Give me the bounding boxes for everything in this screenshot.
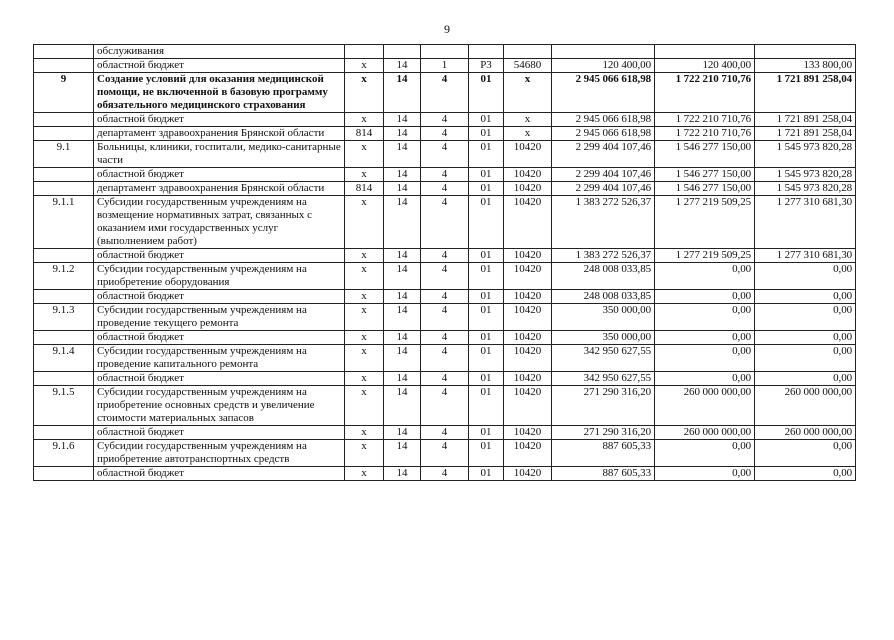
row-name-cell: департамент здравоохранения Брянской области [94, 127, 345, 141]
amount-year3-cell: 1 721 891 258,04 [755, 73, 856, 113]
code-section-cell: 14 [384, 426, 421, 440]
code-program-cell: 01 [469, 345, 504, 372]
amount-year1-cell: 120 400,00 [552, 59, 655, 73]
code-program-cell: Р3 [469, 59, 504, 73]
code-admin-cell [345, 45, 384, 59]
amount-year2-cell: 1 546 277 150,00 [655, 168, 755, 182]
code-admin-cell: х [345, 345, 384, 372]
code-admin-cell: х [345, 426, 384, 440]
code-subsection-cell: 4 [421, 467, 469, 481]
code-admin-cell: х [345, 73, 384, 113]
row-name-cell: Создание условий для оказания медицинской помощи, не включенной в базовую программу обязательного медицинского страхования [94, 73, 345, 113]
code-direction-cell: 10420 [504, 304, 552, 331]
code-program-cell: 01 [469, 249, 504, 263]
amount-year2-cell: 0,00 [655, 263, 755, 290]
amount-year2-cell: 1 546 277 150,00 [655, 141, 755, 168]
table-row [34, 331, 856, 345]
budget-table [33, 44, 856, 481]
table-row [34, 467, 856, 481]
amount-year2-cell: 1 722 210 710,76 [655, 127, 755, 141]
code-subsection-cell: 4 [421, 113, 469, 127]
code-program-cell: 01 [469, 263, 504, 290]
code-section-cell: 14 [384, 372, 421, 386]
amount-year1-cell: 2 945 066 618,98 [552, 73, 655, 113]
code-subsection-cell: 1 [421, 59, 469, 73]
row-name-cell: Субсидии государственным учреждениям на приобретение оборудования [94, 263, 345, 290]
amount-year3-cell: 260 000 000,00 [755, 386, 856, 426]
row-name-cell: областной бюджет [94, 168, 345, 182]
code-direction-cell: 10420 [504, 263, 552, 290]
table-row [34, 345, 856, 372]
code-section-cell: 14 [384, 168, 421, 182]
code-admin-cell: х [345, 113, 384, 127]
table-row [34, 141, 856, 168]
code-direction-cell: 10420 [504, 440, 552, 467]
amount-year1-cell: 2 945 066 618,98 [552, 127, 655, 141]
row-name-cell: областной бюджет [94, 249, 345, 263]
amount-year3-cell: 1 721 891 258,04 [755, 127, 856, 141]
code-admin-cell: х [345, 290, 384, 304]
amount-year2-cell: 0,00 [655, 440, 755, 467]
row-name-cell: департамент здравоохранения Брянской области [94, 182, 345, 196]
row-name-cell: Субсидии государственным учреждениям на приобретение основных средств и увеличение стоимости материальных запасов [94, 386, 345, 426]
code-direction-cell: 10420 [504, 467, 552, 481]
amount-year1-cell: 1 383 272 526,37 [552, 249, 655, 263]
code-subsection-cell: 4 [421, 426, 469, 440]
code-subsection-cell: 4 [421, 263, 469, 290]
row-number-cell: 9 [34, 73, 94, 113]
code-subsection-cell: 4 [421, 182, 469, 196]
amount-year1-cell: 248 008 033,85 [552, 290, 655, 304]
code-admin-cell: х [345, 249, 384, 263]
code-admin-cell: 814 [345, 127, 384, 141]
code-admin-cell: х [345, 467, 384, 481]
amount-year2-cell [655, 45, 755, 59]
code-section-cell: 14 [384, 196, 421, 249]
amount-year2-cell: 1 722 210 710,76 [655, 113, 755, 127]
code-section-cell: 14 [384, 290, 421, 304]
code-subsection-cell: 4 [421, 249, 469, 263]
amount-year1-cell: 2 299 404 107,46 [552, 141, 655, 168]
code-direction-cell: 10420 [504, 345, 552, 372]
code-direction-cell: х [504, 73, 552, 113]
row-number-cell [34, 45, 94, 59]
table-row [34, 168, 856, 182]
code-direction-cell: 10420 [504, 331, 552, 345]
amount-year3-cell: 1 277 310 681,30 [755, 196, 856, 249]
code-direction-cell: 10420 [504, 168, 552, 182]
amount-year3-cell: 0,00 [755, 467, 856, 481]
code-section-cell: 14 [384, 73, 421, 113]
amount-year3-cell: 1 721 891 258,04 [755, 113, 856, 127]
row-number-cell [34, 290, 94, 304]
amount-year3-cell: 1 545 973 820,28 [755, 141, 856, 168]
code-admin-cell: х [345, 59, 384, 73]
row-name-cell: Субсидии государственным учреждениям на приобретение автотранспортных средств [94, 440, 345, 467]
amount-year2-cell: 1 546 277 150,00 [655, 182, 755, 196]
code-direction-cell: х [504, 127, 552, 141]
code-subsection-cell: 4 [421, 331, 469, 345]
code-program-cell: 01 [469, 196, 504, 249]
amount-year3-cell [755, 45, 856, 59]
row-number-cell [34, 182, 94, 196]
code-direction-cell: 54680 [504, 59, 552, 73]
amount-year1-cell: 350 000,00 [552, 304, 655, 331]
code-direction-cell: х [504, 113, 552, 127]
row-name-cell: Субсидии государственным учреждениям на проведение текущего ремонта [94, 304, 345, 331]
code-direction-cell: 10420 [504, 249, 552, 263]
amount-year1-cell [552, 45, 655, 59]
table-row [34, 440, 856, 467]
code-direction-cell: 10420 [504, 372, 552, 386]
code-program-cell: 01 [469, 426, 504, 440]
code-admin-cell: х [345, 263, 384, 290]
code-subsection-cell: 4 [421, 290, 469, 304]
table-body [34, 45, 856, 481]
row-number-cell: 9.1.3 [34, 304, 94, 331]
row-number-cell: 9.1.5 [34, 386, 94, 426]
amount-year1-cell: 2 945 066 618,98 [552, 113, 655, 127]
code-section-cell: 14 [384, 304, 421, 331]
amount-year3-cell: 0,00 [755, 290, 856, 304]
table-row [34, 45, 856, 59]
code-subsection-cell: 4 [421, 372, 469, 386]
table-row [34, 426, 856, 440]
code-program-cell: 01 [469, 113, 504, 127]
amount-year2-cell: 0,00 [655, 290, 755, 304]
code-direction-cell: 10420 [504, 386, 552, 426]
table-row [34, 386, 856, 426]
amount-year3-cell: 0,00 [755, 372, 856, 386]
amount-year3-cell: 1 545 973 820,28 [755, 182, 856, 196]
table-row [34, 73, 856, 113]
page-number: 9 [444, 22, 450, 36]
amount-year3-cell: 260 000 000,00 [755, 426, 856, 440]
code-subsection-cell: 4 [421, 127, 469, 141]
row-number-cell [34, 113, 94, 127]
code-section-cell: 14 [384, 467, 421, 481]
amount-year1-cell: 2 299 404 107,46 [552, 168, 655, 182]
amount-year3-cell: 1 545 973 820,28 [755, 168, 856, 182]
code-direction-cell [504, 45, 552, 59]
table-row [34, 182, 856, 196]
amount-year3-cell: 0,00 [755, 345, 856, 372]
table-row [34, 263, 856, 290]
code-admin-cell: х [345, 331, 384, 345]
code-program-cell: 01 [469, 467, 504, 481]
code-program-cell: 01 [469, 372, 504, 386]
table-row [34, 304, 856, 331]
table-row [34, 290, 856, 304]
row-name-cell: областной бюджет [94, 113, 345, 127]
code-program-cell: 01 [469, 331, 504, 345]
code-direction-cell: 10420 [504, 290, 552, 304]
row-number-cell: 9.1.2 [34, 263, 94, 290]
row-name-cell: областной бюджет [94, 467, 345, 481]
table-row [34, 372, 856, 386]
code-subsection-cell: 4 [421, 196, 469, 249]
code-program-cell: 01 [469, 141, 504, 168]
code-admin-cell: х [345, 386, 384, 426]
code-admin-cell: х [345, 304, 384, 331]
amount-year3-cell: 1 277 310 681,30 [755, 249, 856, 263]
code-program-cell: 01 [469, 168, 504, 182]
amount-year2-cell: 260 000 000,00 [655, 426, 755, 440]
code-section-cell: 14 [384, 263, 421, 290]
amount-year1-cell: 1 383 272 526,37 [552, 196, 655, 249]
code-program-cell: 01 [469, 73, 504, 113]
code-subsection-cell: 4 [421, 304, 469, 331]
row-name-cell: обслуживания [94, 45, 345, 59]
row-number-cell: 9.1 [34, 141, 94, 168]
row-name-cell: Больницы, клиники, госпитали, медико-санитарные части [94, 141, 345, 168]
code-program-cell: 01 [469, 304, 504, 331]
row-number-cell: 9.1.1 [34, 196, 94, 249]
amount-year3-cell: 0,00 [755, 331, 856, 345]
amount-year2-cell: 0,00 [655, 331, 755, 345]
code-admin-cell: х [345, 196, 384, 249]
code-direction-cell: 10420 [504, 426, 552, 440]
amount-year2-cell: 1 277 219 509,25 [655, 249, 755, 263]
row-name-cell: областной бюджет [94, 59, 345, 73]
code-program-cell: 01 [469, 386, 504, 426]
row-number-cell [34, 467, 94, 481]
row-name-cell: областной бюджет [94, 290, 345, 304]
row-name-cell: Субсидии государственным учреждениям на возмещение нормативных затрат, связанных с оказанием ими государственных услуг (выполнением работ) [94, 196, 345, 249]
amount-year3-cell: 0,00 [755, 440, 856, 467]
code-section-cell: 14 [384, 331, 421, 345]
row-number-cell: 9.1.6 [34, 440, 94, 467]
code-subsection-cell: 4 [421, 168, 469, 182]
row-number-cell [34, 168, 94, 182]
row-name-cell: областной бюджет [94, 426, 345, 440]
code-admin-cell: х [345, 141, 384, 168]
code-section-cell: 14 [384, 386, 421, 426]
row-number-cell [34, 372, 94, 386]
amount-year3-cell: 0,00 [755, 304, 856, 331]
code-subsection-cell: 4 [421, 141, 469, 168]
amount-year1-cell: 887 605,33 [552, 467, 655, 481]
code-section-cell: 14 [384, 141, 421, 168]
code-admin-cell: х [345, 440, 384, 467]
row-name-cell: областной бюджет [94, 331, 345, 345]
code-subsection-cell [421, 45, 469, 59]
code-program-cell: 01 [469, 182, 504, 196]
code-direction-cell: 10420 [504, 196, 552, 249]
amount-year1-cell: 342 950 627,55 [552, 345, 655, 372]
row-number-cell [34, 59, 94, 73]
amount-year1-cell: 271 290 316,20 [552, 426, 655, 440]
code-section-cell [384, 45, 421, 59]
amount-year3-cell: 0,00 [755, 263, 856, 290]
code-program-cell [469, 45, 504, 59]
table-row [34, 196, 856, 249]
amount-year2-cell: 1 277 219 509,25 [655, 196, 755, 249]
code-section-cell: 14 [384, 440, 421, 467]
table-row [34, 59, 856, 73]
amount-year1-cell: 342 950 627,55 [552, 372, 655, 386]
row-number-cell [34, 426, 94, 440]
code-subsection-cell: 4 [421, 73, 469, 113]
code-section-cell: 14 [384, 249, 421, 263]
code-subsection-cell: 4 [421, 345, 469, 372]
amount-year2-cell: 0,00 [655, 467, 755, 481]
code-admin-cell: 814 [345, 182, 384, 196]
code-section-cell: 14 [384, 127, 421, 141]
code-section-cell: 14 [384, 113, 421, 127]
code-program-cell: 01 [469, 290, 504, 304]
row-number-cell [34, 249, 94, 263]
amount-year2-cell: 260 000 000,00 [655, 386, 755, 426]
row-number-cell [34, 127, 94, 141]
amount-year1-cell: 248 008 033,85 [552, 263, 655, 290]
row-number-cell [34, 331, 94, 345]
amount-year2-cell: 0,00 [655, 372, 755, 386]
amount-year2-cell: 120 400,00 [655, 59, 755, 73]
amount-year2-cell: 0,00 [655, 304, 755, 331]
table-row [34, 127, 856, 141]
table-row [34, 249, 856, 263]
row-number-cell: 9.1.4 [34, 345, 94, 372]
amount-year2-cell: 0,00 [655, 345, 755, 372]
row-name-cell: областной бюджет [94, 372, 345, 386]
code-admin-cell: х [345, 372, 384, 386]
code-program-cell: 01 [469, 127, 504, 141]
code-subsection-cell: 4 [421, 440, 469, 467]
code-direction-cell: 10420 [504, 141, 552, 168]
row-name-cell: Субсидии государственным учреждениям на проведение капитального ремонта [94, 345, 345, 372]
table-row [34, 113, 856, 127]
code-subsection-cell: 4 [421, 386, 469, 426]
amount-year1-cell: 271 290 316,20 [552, 386, 655, 426]
amount-year3-cell: 133 800,00 [755, 59, 856, 73]
amount-year1-cell: 887 605,33 [552, 440, 655, 467]
amount-year1-cell: 2 299 404 107,46 [552, 182, 655, 196]
amount-year2-cell: 1 722 210 710,76 [655, 73, 755, 113]
amount-year1-cell: 350 000,00 [552, 331, 655, 345]
code-admin-cell: х [345, 168, 384, 182]
code-section-cell: 14 [384, 345, 421, 372]
code-program-cell: 01 [469, 440, 504, 467]
code-section-cell: 14 [384, 182, 421, 196]
code-direction-cell: 10420 [504, 182, 552, 196]
code-section-cell: 14 [384, 59, 421, 73]
